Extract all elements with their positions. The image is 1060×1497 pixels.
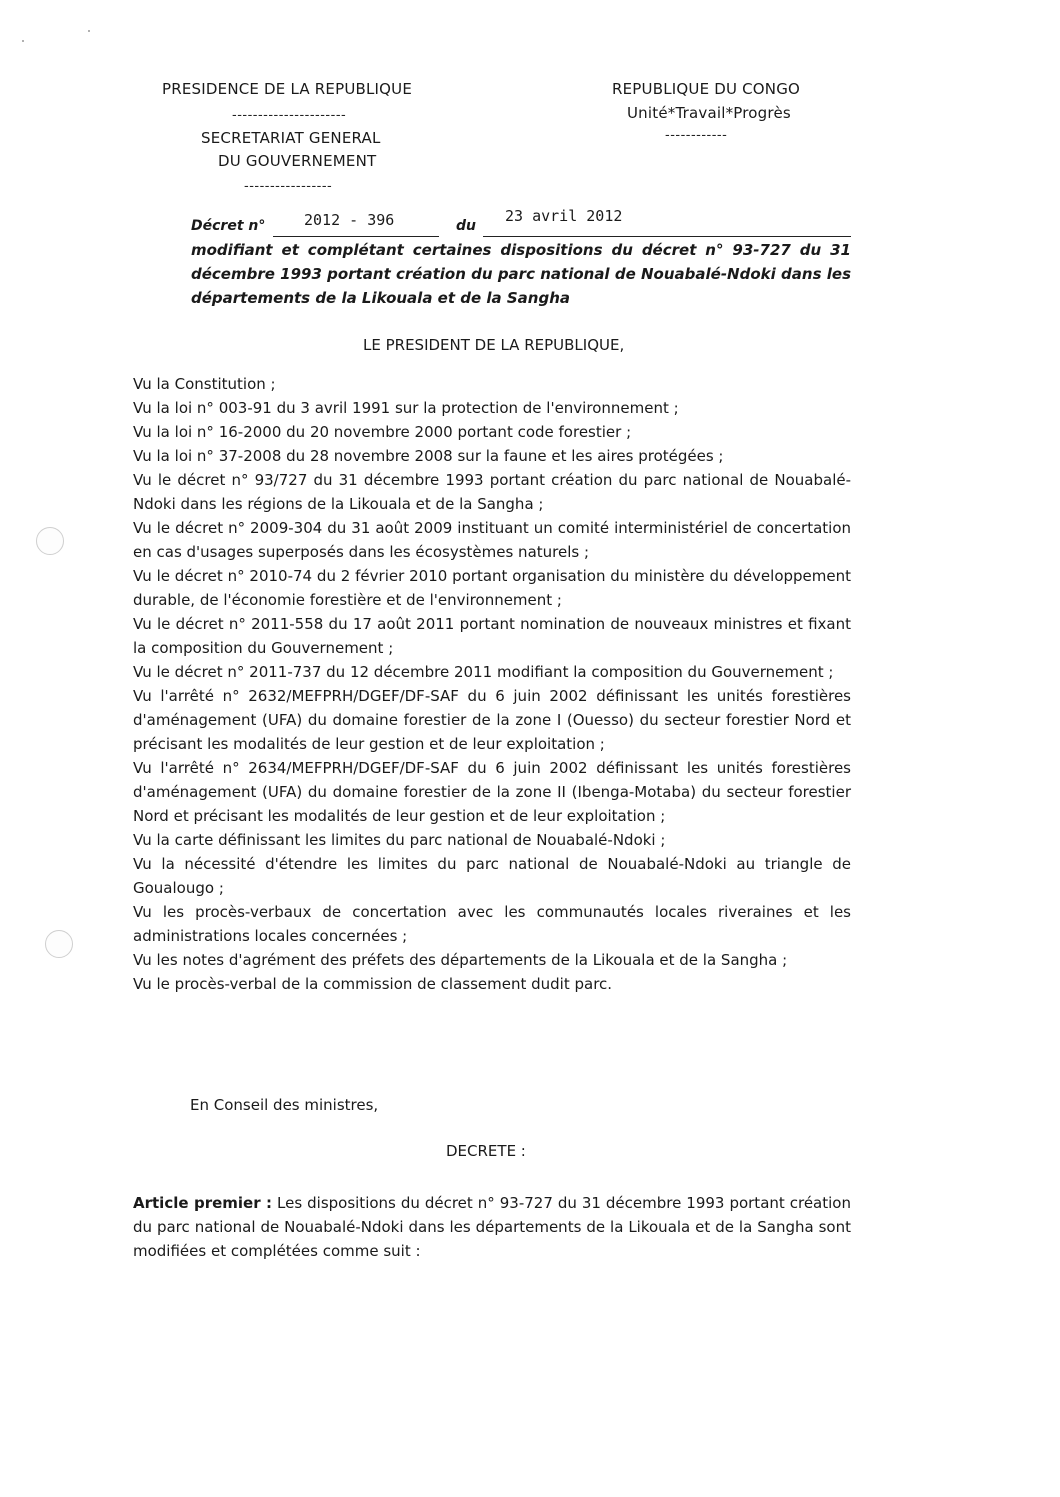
visa-item: Vu la carte définissant les limites du parc national de Nouabalé-Ndoki ; bbox=[133, 831, 666, 849]
punch-hole bbox=[45, 930, 73, 958]
president-heading: LE PRESIDENT DE LA REPUBLIQUE, bbox=[363, 336, 625, 354]
divider-dashes: ---------------------- bbox=[232, 108, 347, 123]
visa-item: Vu la nécessité d'étendre les limites du parc national de Nouabalé-Ndoki au triangle de Goualougo ; bbox=[133, 855, 851, 897]
decret-subject: modifiant et complétant certaines dispositions du décret n° 93-727 du 31 décembre 1993 portant création du parc national de Nouabalé-Ndoki dans les départements de la Likouala et de la Sangha bbox=[191, 241, 851, 307]
visa-item: Vu le décret n° 2011-737 du 12 décembre 2011 modifiant la composition du Gouvernement ; bbox=[133, 663, 834, 681]
visa-item: Vu les notes d'agrément des préfets des départements de la Likouala et de la Sangha ; bbox=[133, 951, 788, 969]
article-premier bbox=[133, 1191, 851, 1263]
conseil-line: En Conseil des ministres, bbox=[190, 1096, 379, 1114]
visa-item: Vu la loi n° 16-2000 du 20 novembre 2000 portant code forestier ; bbox=[133, 423, 632, 441]
decret-date: 23 avril 2012 bbox=[505, 207, 623, 225]
divider-dashes: ------------ bbox=[665, 128, 728, 143]
visa-item: Vu les procès-verbaux de concertation avec les communautés locales riveraines et les administrations locales concernées ; bbox=[133, 903, 851, 945]
visa-item: Vu la loi n° 37-2008 du 28 novembre 2008 sur la faune et les aires protégées ; bbox=[133, 447, 724, 465]
presidence-heading: PRESIDENCE DE LA REPUBLIQUE bbox=[162, 80, 413, 98]
visa-item: Vu le procès-verbal de la commission de classement dudit parc. bbox=[133, 975, 613, 993]
secretariat-heading-line2: DU GOUVERNEMENT bbox=[218, 152, 377, 170]
punch-hole bbox=[36, 527, 64, 555]
decret-du-label: du bbox=[456, 218, 476, 234]
visa-item: Vu l'arrêté n° 2634/MEFPRH/DGEF/DF-SAF du 6 juin 2002 définissant les unités forestières d'aménagement (UFA) du domaine forestier de la zone II (Ibenga-Motaba) du secteur forestier Nord et précisant les modalités de leur gestion et de leur exploitation ; bbox=[133, 759, 851, 825]
national-motto: Unité*Travail*Progrès bbox=[627, 104, 791, 122]
scan-speck bbox=[88, 30, 90, 32]
secretariat-heading-line1: SECRETARIAT GENERAL bbox=[201, 129, 381, 147]
article-text: Les dispositions du décret n° 93-727 du 31 décembre 1993 portant création du parc national de Nouabalé-Ndoki dans les départements de la Likouala et de la Sangha sont modifiées et complétées comme suit : bbox=[133, 1194, 851, 1260]
visa-item: Vu le décret n° 93/727 du 31 décembre 1993 portant création du parc national de Nouabalé-Ndoki dans les régions de la Likouala et de la Sangha ; bbox=[133, 471, 851, 513]
visa-item: Vu le décret n° 2009-304 du 31 août 2009 instituant un comité interministériel de concertation en cas d'usages superposés dans les écosystèmes naturels ; bbox=[133, 519, 851, 561]
scan-speck bbox=[22, 40, 24, 42]
decret-number-underline bbox=[273, 235, 439, 237]
decret-date-underline bbox=[483, 235, 851, 237]
visa-item: Vu l'arrêté n° 2632/MEFPRH/DGEF/DF-SAF du 6 juin 2002 définissant les unités forestières d'aménagement (UFA) du domaine forestier de la zone I (Ouesso) du secteur forestier Nord et précisant les modalités de leur gestion et de leur exploitation ; bbox=[133, 687, 851, 753]
visas-list bbox=[133, 372, 851, 996]
visa-item: Vu la loi n° 003-91 du 3 avril 1991 sur la protection de l'environnement ; bbox=[133, 399, 679, 417]
decrete-heading: DECRETE : bbox=[446, 1142, 526, 1160]
decret-number: 2012 - 396 bbox=[304, 211, 395, 229]
visa-item: Vu le décret n° 2010-74 du 2 février 2010 portant organisation du ministère du développement durable, de l'économie forestière et de l'environnement ; bbox=[133, 567, 851, 609]
visa-item: Vu le décret n° 2011-558 du 17 août 2011 portant nomination de nouveaux ministres et fixant la composition du Gouvernement ; bbox=[133, 615, 851, 657]
decret-label: Décret n° bbox=[191, 218, 266, 234]
visa-item: Vu la Constitution ; bbox=[133, 375, 276, 393]
republique-heading: REPUBLIQUE DU CONGO bbox=[612, 80, 801, 98]
article-label: Article premier : bbox=[133, 1194, 273, 1212]
divider-dashes: ----------------- bbox=[244, 179, 333, 194]
